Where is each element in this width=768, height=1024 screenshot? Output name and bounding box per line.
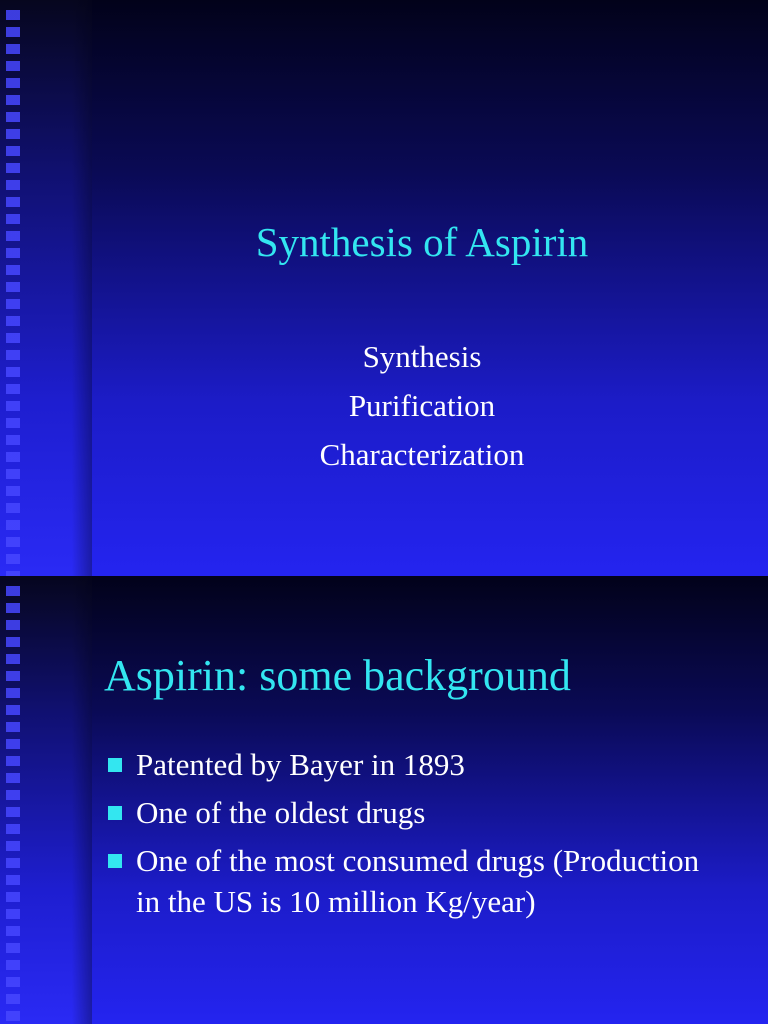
bullet-item [104, 792, 724, 833]
square-bullet-icon [108, 758, 122, 772]
square-bullet-icon [108, 854, 122, 868]
bullet-item [104, 744, 724, 785]
left-decorative-strip [0, 576, 92, 1024]
subtitle-list [92, 332, 752, 479]
decorative-squares-column [6, 10, 20, 576]
bullet-text: One of the oldest drugs [136, 795, 426, 830]
bullet-item [104, 840, 724, 922]
left-decorative-strip [0, 0, 92, 576]
bullet-text: Patented by Bayer in 1893 [136, 747, 465, 782]
slide-background [0, 576, 768, 1024]
slide-heading: Aspirin: some background [104, 651, 571, 700]
decorative-squares-column [6, 586, 20, 1024]
slide-title-heading: Synthesis of Aspirin [255, 219, 589, 265]
square-bullet-icon [108, 806, 122, 820]
subtitle-item: Synthesis [362, 339, 482, 374]
bullet-list [104, 744, 724, 929]
bullet-text: One of the most consumed drugs (Production in the US is 10 million Kg/year) [136, 843, 700, 919]
subtitle-item: Purification [348, 388, 496, 423]
subtitle-item: Characterization [319, 437, 525, 472]
